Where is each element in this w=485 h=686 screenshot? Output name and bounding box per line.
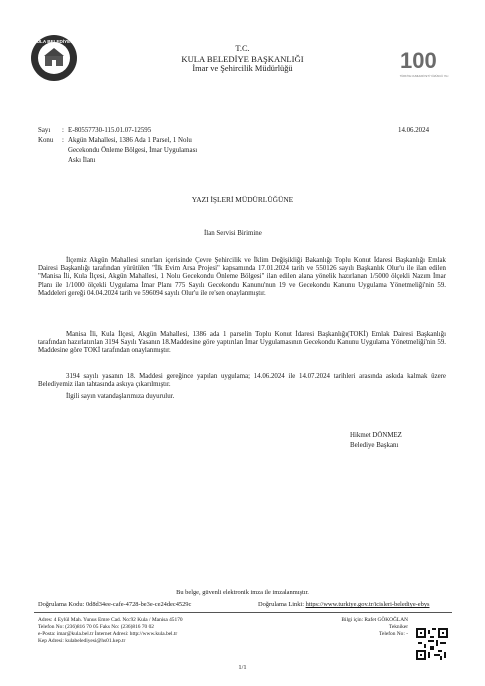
- verification-code-label: Doğrulama Kodu:: [38, 601, 85, 608]
- header-directorate: İmar ve Şehircilik Müdürlüğü: [192, 64, 293, 73]
- signer-title: Belediye Başkanı: [350, 442, 399, 449]
- verification-link-label: Doğrulama Linki:: [258, 601, 304, 608]
- footer-address: Adres: 4 Eylül Mah. Yunus Emre Cad. No:92 Kula / Manisa 45170: [38, 617, 183, 623]
- konu-label: Konu: [38, 137, 54, 144]
- sayi-value: E-80557730-115.01.07-12595: [68, 127, 152, 134]
- header-municipality: KULA BELEDİYE BAŞKANLIĞI: [181, 54, 304, 64]
- info-title: Tekniker: [388, 624, 408, 630]
- verification-link: [258, 601, 430, 609]
- info-phone: Telefon No: -: [379, 631, 408, 637]
- info-person: Bilgi için: Rafet GÖKOĞLAN: [341, 617, 408, 623]
- signer-name: Hikmet DÖNMEZ: [350, 432, 402, 439]
- footer-phone: Telefon No: (236)816 70 05 Faks No: (236)816 70 02: [38, 624, 154, 630]
- header-tc: T.C.: [235, 44, 250, 53]
- page-number: 1/1: [238, 664, 247, 671]
- svg-text:TÜRKİYE CUMHURİYETİ YÜZÜNCÜ YI: TÜRKİYE CUMHURİYETİ YÜZÜNCÜ YILI: [399, 75, 449, 78]
- centenary-logo: [398, 46, 450, 82]
- svg-text:KULA BELEDİYESİ: KULA BELEDİYESİ: [33, 39, 75, 44]
- verification-code: [38, 601, 191, 609]
- paragraph-4: İlgili sayın vatandaşlarımıza duyurulur.: [66, 393, 175, 400]
- konu-line-3: Askı İlanı: [68, 157, 96, 164]
- paragraph-1: İlçemiz Akgün Mahallesi sınırları içerisinde Çevre Şehircilik ve İklim Değişikliği Bakanlığı Toplu Konut İdaresi Başkanlığı Emlak Dairesi Başkanlığı tarafından yürütülen "İlk Evim Arsa Projesi" kapsamında 17.01.2024 tarih ve 550126 sayılı Başkanlık Olur'u ile ilan edilen "Manisa İli, Kula İlçesi, Akgün Mahallesi, 1 Nolu Gecekondu Önleme Bölgesi" ilan edilen alana yönelik hazırlanan 1/5000 ölçekli Nazım İmar Planı ile 1/1000 ölçekli Uygulama İmar Planı 775 Sayılı Gecekondu Kanunu'nun 19 ve Gecekondu Kanunu Uygulama Yönetmeliği'nin 59. Maddeleri gereği 04.04.2024 tarih ve 596094 sayılı Olur'u ile re'sen onaylanmıştır.: [38, 257, 446, 297]
- paragraph-2: Manisa İli, Kula İlçesi, Akgün Mahallesi, 1386 ada 1 parselin Toplu Konut İdaresi Başkanlığı(TOKİ) Emlak Dairesi Başkanlığı tarafından hazırlatırılan 3194 Sayılı Yasanın 18.Maddesine göre yaptırılan İmar Uygulamasının Gecekondu Kanunu Uygulama Yönetmeliği'nin 59. Maddesine göre TOKİ tarafından onaylanmıştır.: [38, 331, 446, 355]
- verification-link-url[interactable]: https://www.turkiye.gov.tr/icisleri-belediye-ebys: [305, 601, 430, 608]
- verification-code-value: 0d8d34ee-cafe-4728-be3e-ce24dec4529c: [85, 601, 192, 608]
- document-date: 14.06.2024: [398, 127, 430, 134]
- footer-email: e-Posta: imar@kula.bel.tr İnternet Adresi: http://www.kula.bel.tr: [38, 631, 178, 637]
- konu-line-1: Akgün Mahallesi, 1386 Ada 1 Parsel, 1 Nolu: [68, 137, 192, 144]
- addressee: YAZI İŞLERİ MÜDÜRLÜĞÜNE: [191, 195, 294, 204]
- konu-colon: :: [62, 137, 64, 144]
- qr-code[interactable]: [416, 628, 448, 660]
- subject-line: İlan Servisi Birimine: [204, 230, 262, 237]
- svg-text:100: 100: [400, 48, 437, 73]
- konu-line-2: Gecekondu Önleme Bölgesi, İmar Uygulaması: [68, 147, 198, 154]
- sayi-colon: :: [62, 127, 64, 134]
- footer-kep: Kep Adresi: kulabelediyesi@hs01.kep.tr: [38, 638, 126, 644]
- footer-divider: [34, 612, 452, 613]
- esign-note: Bu belge, güvenli elektronik imza ile imzalanmıştır.: [176, 589, 309, 596]
- paragraph-3: 3194 sayılı yasanın 18. Maddesi gereğince yapılan uygulama; 14.06.2024 ile 14.07.2024 tarihleri arasında askıda kalmak üzere Belediyemiz ilan tahtasında askıya çıkarılmıştır.: [38, 373, 446, 389]
- sayi-label: Sayı: [38, 127, 51, 134]
